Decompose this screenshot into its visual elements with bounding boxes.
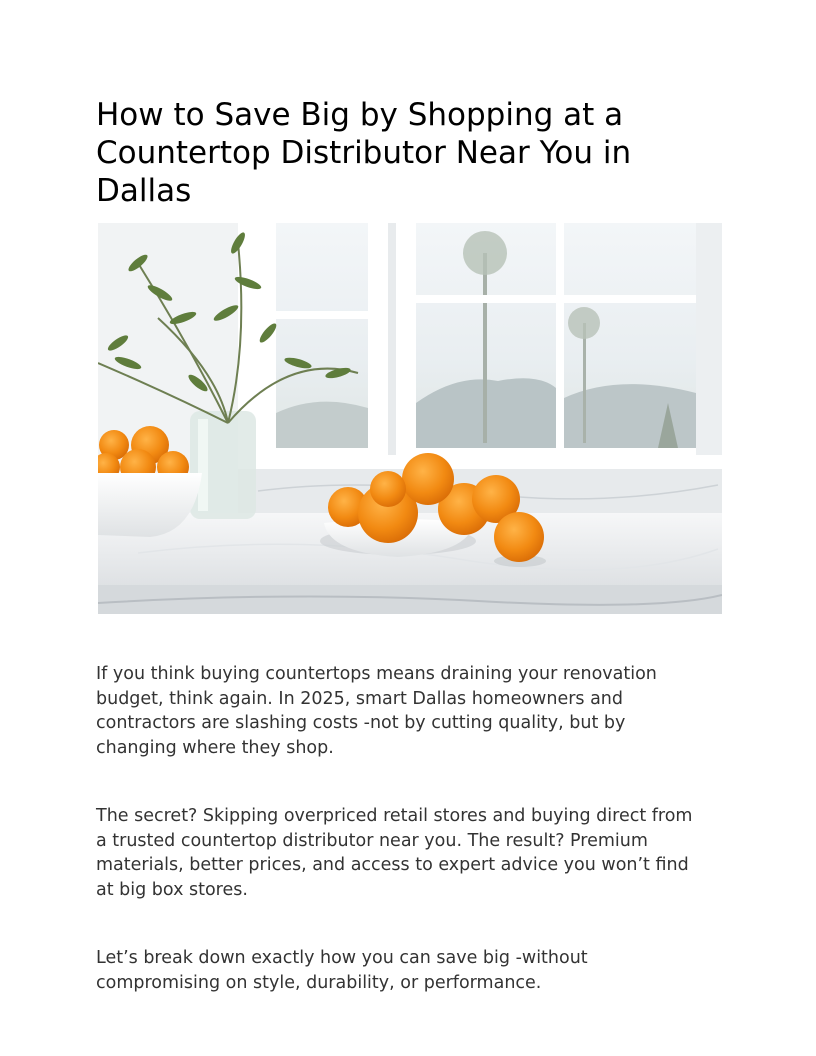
- article-title: How to Save Big by Shopping at a Countertop Distributor Near You in Dallas: [96, 97, 632, 209]
- article-paragraph: If you think buying countertops means draining your renovation budget, think again. In 2025, smart Dallas homeowners and contractors are slashing costs -not by cutting quality, but by changing where they shop.: [96, 664, 657, 758]
- hero-image: [98, 223, 722, 614]
- article-paragraph: The secret? Skipping overpriced retail stores and buying direct from a trusted countertop distributor near you. The result? Premium materials, better prices, and access to expert advice you won’t find at big box stores.: [96, 806, 693, 900]
- article-paragraph: Let’s break down exactly how you can save big -without compromising on style, durability, or performance.: [96, 948, 588, 993]
